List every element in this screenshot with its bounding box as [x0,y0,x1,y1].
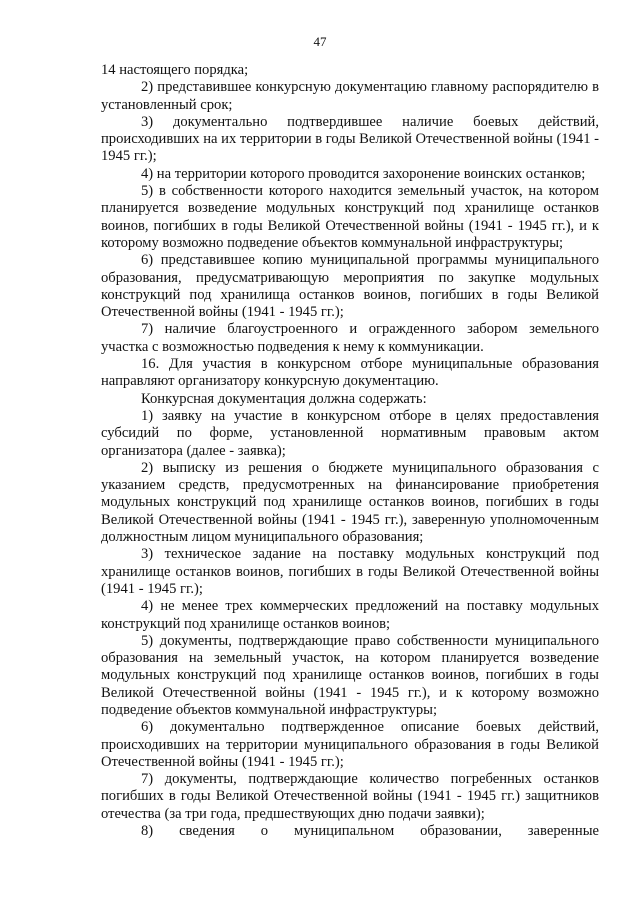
paragraph-doc-item-4: 4) не менее трех коммерческих предложений на поставку модульных конструкций под хранилище останков воинов; [101,598,599,632]
paragraph-continuation: 14 настоящего порядка; [101,62,249,78]
paragraph-doc-item-5: 5) документы, подтверждающие право собственности муниципального образования на земельный участок, на котором планируется возведение модульных конструкций под хранилище останков воинов, погибших в годы Великой Отечественной войны (1941 - 1945 гг.), и к которому возможно подведение объектов коммунальной инфраструктуры; [101,632,599,718]
paragraph-doc-item-7: 7) документы, подтверждающие количество погребенных останков погибших в годы Великой Отечественной войны (1941 - 1945 гг.) защитников отечества (за три года, предшествующих дню подачи заявки); [101,771,599,822]
paragraph-documentation-intro: Конкурсная документация должна содержать: [141,390,427,407]
paragraph-doc-item-6: 6) документально подтвержденное описание боевых действий, происходивших на территории муниципального образования в годы Великой Отечественной войны (1941 - 1945 гг.); [101,719,599,770]
paragraph-item-3: 3) документально подтвердившее наличие боевых действий, происходивших на их территории в годы Великой Отечественной войны (1941 - 1945 гг.); [101,113,599,165]
page-number: 47 [313,34,327,49]
paragraph-section-16: 16. Для участия в конкурсном отборе муниципальные образования направляют организатору конкурсную документацию. [101,356,599,390]
paragraph-item-7: 7) наличие благоустроенного и огражденного забором земельного участка с возможностью подведения к нему к коммуникации. [101,321,599,355]
paragraph-doc-item-1: 1) заявку на участие в конкурсном отборе в целях предоставления субсидий по форме, установленной нормативным правовым актом организатора (далее - заявка); [101,407,599,459]
paragraph-doc-item-3: 3) техническое задание на поставку модульных конструкций под хранилище останков воинов, погибших в годы Великой Отечественной войны (1941 - 1945 гг.); [101,546,599,597]
document-body [101,62,599,840]
paragraph-item-6: 6) представившее копию муниципальной программы муниципального образования, предусматривающую мероприятия по закупке модульных конструкций под хранилища останков воинов, погибших в годы Великой Отечественной войны (1941 - 1945 гг.); [101,252,599,321]
paragraph-item-2: 2) представившее конкурсную документацию главному распорядителю в установленный срок; [101,79,599,113]
paragraph-doc-item-8: 8) сведения о муниципальном образовании, заверенные [141,823,599,840]
paragraph-item-5: 5) в собственности которого находится земельный участок, на котором планируется возведение модульных конструкций под хранилище останков воинов, погибших в годы Великой Отечественной войны (1941 - 1945 гг.), и к которому возможно подведение объектов коммунальной инфраструктуры; [101,183,599,251]
paragraph-item-4: 4) на территории которого проводится захоронение воинских останков; [141,165,586,182]
paragraph-doc-item-2: 2) выписку из решения о бюджете муниципального образования с указанием средств, предусмотренных на финансирование приобретения модульных конструкций под хранилище останков воинов, погибших в годы Великой Отечественной войны (1941 - 1945 гг.), заверенную уполномоченным должностным лицом муниципального образования; [101,459,599,546]
